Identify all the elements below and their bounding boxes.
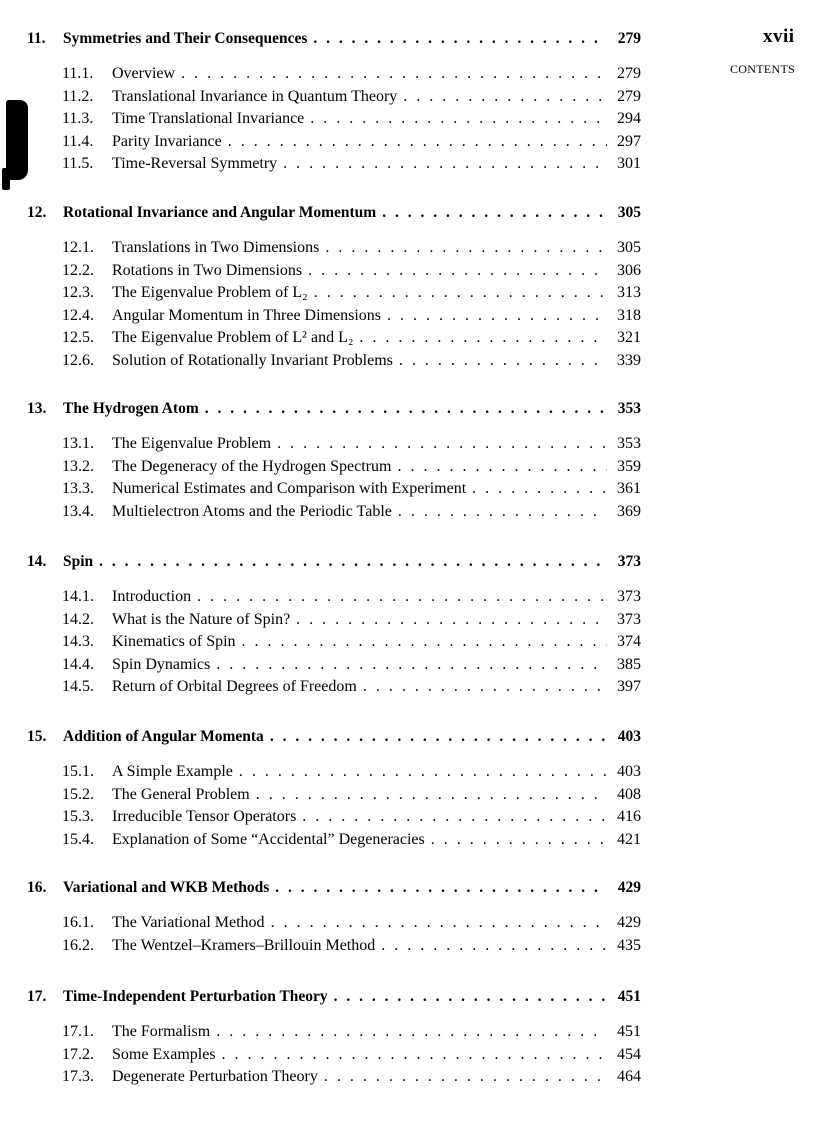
- chapter-page: 403: [617, 728, 641, 745]
- section-page: 313: [617, 284, 641, 301]
- dot-leader: [397, 458, 607, 476]
- section-number: 13.3.: [62, 480, 94, 497]
- section-entry[interactable]: [62, 307, 641, 329]
- dot-leader: [228, 133, 607, 151]
- dot-leader: [359, 329, 607, 347]
- dot-leader: [302, 808, 607, 826]
- section-page: 374: [617, 633, 641, 650]
- chapter-title: Spin: [63, 553, 94, 570]
- section-page: 451: [617, 1023, 641, 1040]
- chapter-page: 305: [617, 204, 641, 221]
- section-page: 429: [617, 914, 641, 931]
- dot-leader: [271, 914, 607, 932]
- dot-leader: [296, 611, 607, 629]
- section-number: 14.3.: [62, 633, 94, 650]
- section-title: Multielectron Atoms and the Periodic Table: [112, 502, 392, 520]
- page-number: xvii: [763, 26, 795, 47]
- section-title: The Variational Method: [112, 914, 265, 931]
- section-entry[interactable]: [62, 763, 641, 785]
- section-entry[interactable]: [62, 480, 641, 502]
- section-entry[interactable]: [62, 1023, 641, 1045]
- dot-leader: [256, 786, 607, 804]
- chapter-title: Symmetries and Their Consequences: [63, 30, 308, 47]
- chapter-number: 14.: [27, 553, 47, 570]
- section-number: 14.4.: [62, 655, 94, 673]
- section-entry[interactable]: [62, 133, 641, 155]
- chapter-page: 279: [617, 30, 641, 47]
- section-entry[interactable]: [62, 831, 641, 853]
- section-page: 408: [617, 785, 641, 803]
- section-number: 12.2.: [62, 261, 94, 279]
- section-page: 373: [617, 610, 641, 628]
- dot-leader: [363, 678, 607, 696]
- dot-leader: [283, 155, 607, 173]
- section-number: 15.4.: [62, 830, 94, 848]
- section-number: 11.2.: [62, 87, 94, 105]
- dot-leader: [314, 284, 607, 302]
- section-entry[interactable]: [62, 503, 641, 525]
- section-number: 14.2.: [62, 610, 94, 628]
- chapter-entry[interactable]: [27, 30, 641, 52]
- running-head: CONTENTS: [730, 62, 796, 76]
- section-title: Return of Orbital Degrees of Freedom: [112, 678, 357, 695]
- section-number: 12.6.: [62, 351, 94, 369]
- section-title: The Eigenvalue Problem of L² and L₂: [112, 329, 354, 346]
- section-page: 369: [617, 502, 641, 520]
- chapter-page: 373: [617, 553, 641, 570]
- section-page: 421: [617, 830, 641, 848]
- section-page: 297: [617, 132, 641, 150]
- section-entry[interactable]: [62, 1068, 641, 1090]
- dot-leader: [222, 1046, 607, 1064]
- chapter-number: 11.: [27, 30, 46, 47]
- section-title: Solution of Rotationally Invariant Problems: [112, 351, 393, 369]
- section-title: The General Problem: [112, 785, 250, 803]
- section-entry[interactable]: [62, 786, 641, 808]
- section-title: The Wentzel–Kramers–Brillouin Method: [112, 936, 376, 954]
- section-page: 359: [617, 457, 641, 475]
- chapter-title: The Hydrogen Atom: [63, 400, 199, 417]
- section-title: The Degeneracy of the Hydrogen Spectrum: [112, 457, 392, 475]
- section-title: Spin Dynamics: [112, 655, 211, 673]
- section-number: 13.4.: [62, 502, 94, 520]
- section-page: 435: [617, 936, 641, 954]
- chapter-number: 16.: [27, 879, 47, 896]
- dot-leader: [239, 763, 607, 781]
- section-entry[interactable]: [62, 678, 641, 700]
- section-title: Angular Momentum in Three Dimensions: [112, 306, 381, 324]
- section-number: 11.5.: [62, 155, 94, 172]
- section-number: 11.3.: [62, 110, 94, 127]
- section-page: 301: [617, 155, 641, 172]
- section-number: 16.2.: [62, 936, 94, 954]
- section-entry[interactable]: [62, 937, 641, 959]
- chapter-title: Rotational Invariance and Angular Momentum: [63, 204, 377, 221]
- section-title: A Simple Example: [112, 763, 233, 780]
- dot-leader: [403, 88, 607, 106]
- dot-leader: [205, 400, 607, 418]
- section-entry[interactable]: [62, 352, 641, 374]
- section-number: 15.1.: [62, 763, 94, 780]
- dot-leader: [216, 1023, 607, 1041]
- section-title: Translations in Two Dimensions: [112, 239, 320, 256]
- dot-leader: [310, 110, 607, 128]
- section-number: 15.3.: [62, 808, 94, 825]
- section-page: 318: [617, 306, 641, 324]
- chapter-page: 429: [617, 879, 641, 896]
- section-entry[interactable]: [62, 458, 641, 480]
- section-number: 13.2.: [62, 457, 94, 475]
- section-title: Time Translational Invariance: [112, 110, 305, 127]
- section-page: 306: [617, 261, 641, 279]
- section-title: Parity Invariance: [112, 132, 222, 150]
- section-number: 12.5.: [62, 329, 94, 346]
- section-entry[interactable]: [62, 65, 641, 87]
- section-number: 13.1.: [62, 435, 94, 452]
- dot-leader: [242, 633, 607, 651]
- dot-leader: [399, 352, 607, 370]
- section-title: Some Examples: [112, 1045, 216, 1063]
- dot-leader: [382, 204, 607, 222]
- dot-leader: [381, 937, 607, 955]
- section-page: 279: [617, 65, 641, 82]
- section-number: 12.4.: [62, 306, 94, 324]
- section-page: 464: [617, 1068, 641, 1085]
- dot-leader: [181, 65, 607, 83]
- dot-leader: [472, 480, 607, 498]
- section-entry[interactable]: [62, 284, 641, 306]
- dot-leader: [431, 831, 607, 849]
- dot-leader: [197, 588, 607, 606]
- section-page: 454: [617, 1045, 641, 1063]
- section-page: 403: [617, 763, 641, 780]
- section-number: 11.1.: [62, 65, 94, 82]
- section-number: 15.2.: [62, 785, 94, 803]
- section-page: 397: [617, 678, 641, 695]
- chapter-entry[interactable]: [27, 728, 641, 750]
- dot-leader: [313, 30, 607, 48]
- section-entry[interactable]: [62, 329, 641, 351]
- section-number: 14.1.: [62, 588, 94, 605]
- dot-leader: [325, 239, 607, 257]
- chapter-entry[interactable]: [27, 879, 641, 901]
- section-number: 11.4.: [62, 132, 94, 150]
- section-entry[interactable]: [62, 155, 641, 177]
- section-page: 279: [617, 87, 641, 105]
- section-entry[interactable]: [62, 914, 641, 936]
- chapter-number: 17.: [27, 988, 47, 1005]
- dot-leader: [270, 728, 607, 746]
- dot-leader: [324, 1068, 607, 1086]
- scan-artifact-tail: [2, 168, 10, 190]
- section-title: Explanation of Some “Accidental” Degeneracies: [112, 830, 425, 848]
- section-page: 305: [617, 239, 641, 256]
- dot-leader: [387, 307, 607, 325]
- section-entry[interactable]: [62, 88, 641, 110]
- section-entry[interactable]: [62, 808, 641, 830]
- section-entry[interactable]: [62, 611, 641, 633]
- section-title: Numerical Estimates and Comparison with Experiment: [112, 480, 467, 497]
- section-title: Rotations in Two Dimensions: [112, 261, 303, 279]
- chapter-number: 15.: [27, 728, 47, 745]
- chapter-entry[interactable]: [27, 553, 641, 575]
- dot-leader: [334, 988, 607, 1006]
- chapter-title: Addition of Angular Momenta: [63, 728, 264, 745]
- section-page: 416: [617, 808, 641, 825]
- section-title: The Eigenvalue Problem: [112, 435, 272, 452]
- section-number: 17.3.: [62, 1068, 94, 1085]
- section-page: 294: [617, 110, 641, 127]
- section-entry[interactable]: [62, 588, 641, 610]
- section-page: 339: [617, 351, 641, 369]
- section-title: Overview: [112, 65, 176, 82]
- section-title: Degenerate Perturbation Theory: [112, 1068, 318, 1085]
- chapter-entry[interactable]: [27, 400, 641, 422]
- chapter-title: Variational and WKB Methods: [63, 879, 270, 896]
- section-page: 361: [617, 480, 641, 497]
- section-title: Kinematics of Spin: [112, 633, 236, 650]
- section-entry[interactable]: [62, 633, 641, 655]
- section-title: Translational Invariance in Quantum Theory: [112, 87, 398, 105]
- chapter-number: 13.: [27, 400, 47, 417]
- section-title: Time-Reversal Symmetry: [112, 155, 278, 172]
- chapter-title: Time-Independent Perturbation Theory: [63, 988, 328, 1005]
- section-title: Introduction: [112, 588, 192, 605]
- dot-leader: [275, 879, 607, 897]
- section-page: 321: [617, 329, 641, 346]
- section-page: 373: [617, 588, 641, 605]
- section-entry[interactable]: [62, 262, 641, 284]
- section-title: Irreducible Tensor Operators: [112, 808, 297, 825]
- section-number: 14.5.: [62, 678, 94, 695]
- section-number: 17.2.: [62, 1045, 94, 1063]
- section-page: 353: [617, 435, 641, 452]
- chapter-number: 12.: [27, 204, 47, 221]
- chapter-page: 353: [617, 400, 641, 417]
- chapter-page: 451: [617, 988, 641, 1005]
- section-number: 12.1.: [62, 239, 94, 256]
- dot-leader: [99, 553, 607, 571]
- chapter-entry[interactable]: [27, 988, 641, 1010]
- section-number: 12.3.: [62, 284, 94, 301]
- dot-leader: [216, 656, 607, 674]
- section-entry[interactable]: [62, 110, 641, 132]
- section-entry[interactable]: [62, 656, 641, 678]
- section-page: 385: [617, 655, 641, 673]
- section-entry[interactable]: [62, 1046, 641, 1068]
- section-number: 16.1.: [62, 914, 94, 931]
- section-title: What is the Nature of Spin?: [112, 610, 291, 628]
- section-entry[interactable]: [62, 239, 641, 261]
- dot-leader: [277, 435, 607, 453]
- section-title: The Eigenvalue Problem of L₂: [112, 284, 308, 301]
- section-entry[interactable]: [62, 435, 641, 457]
- section-number: 17.1.: [62, 1023, 94, 1040]
- chapter-entry[interactable]: [27, 204, 641, 226]
- dot-leader: [308, 262, 607, 280]
- section-title: The Formalism: [112, 1023, 211, 1040]
- dot-leader: [398, 503, 607, 521]
